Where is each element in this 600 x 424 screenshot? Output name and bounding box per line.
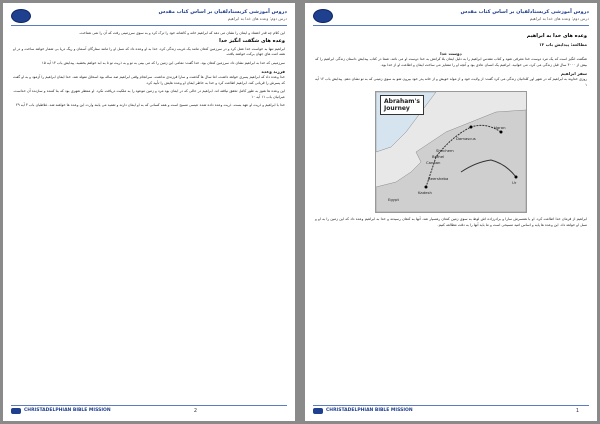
page-number: 2 xyxy=(193,408,197,414)
subheading: دوست خدا xyxy=(440,50,462,56)
page-footer xyxy=(313,405,589,416)
map-label-shechem: Shechem xyxy=(436,148,454,154)
body-paragraph: سرزمینی که خدا به ابراهیم نشان داد سرزمین کنعان بود. خدا گفت: تمامی این زمین را که می بینی به تو و به ذریت تو تا به ابد خواهم بخشید. پیدایش باب ۱۳ آیه ۱۵ xyxy=(41,60,285,65)
header-title: دروس آموزشی کریستادلفیان بر اساس کتاب مقدس xyxy=(460,9,589,15)
map-label-ur: Ur xyxy=(512,180,517,186)
page-header xyxy=(11,9,287,26)
map-title xyxy=(380,95,424,115)
page-left xyxy=(3,3,295,421)
body-paragraph: روزی خداوند به ابراهیم که در شهر اور کلدانیان زندگی می کرد گفت: از ولایت خود و از مولد خویش و از خانه پدر خود بیرون شو به سوی زمینی که به تو نشان دهم. پیدایش باب ۱۲ آیه ۱ xyxy=(315,77,587,87)
body-paragraph: این کلام چه قدر اعتماد و ایمان را نشان می دهد که ابراهیم خانه و کاشانه خود را ترک کرد و به سوی سرزمینی رفت که آن را نمی شناخت. xyxy=(79,31,285,35)
header-title: دروس آموزشی کریستادلفیان بر اساس کتاب مقدس xyxy=(158,9,287,15)
mission-logo-icon xyxy=(313,408,323,414)
map-label-egypt: Egypt xyxy=(388,197,399,203)
mission-logo-icon xyxy=(11,408,21,414)
page-number: 1 xyxy=(575,408,579,414)
body-paragraph: خدا با ابراهیم و ذریت او عهد بست. ذریت وعده داده شده عیسی مسیح است و همه کسانی که به او ایمان دارند و تعمید می یابند وارث این وعده ها خواهند شد. غلاطیان باب ۳ آیه ۲۹ xyxy=(15,103,285,108)
map-label-beersheba: Beersheba xyxy=(428,176,449,182)
section-title: وعده های شگفت انگیز خدا xyxy=(219,38,285,45)
body-paragraph: این وعده ها هنوز به طور کامل تحقق نیافته اند. ابراهیم در حالی که در ایمان بود مرد و زمین موعود را به ملکیت دریافت نکرد. او منتظر شهری بود که بنا کننده و سازنده آن خداست. عبرانیان باب ۱۱ آیه ۱۰ xyxy=(13,89,285,99)
map-label-haran: Haran xyxy=(494,125,506,131)
map-label-damascus: Damascus xyxy=(456,136,476,142)
map-title-line: Abraham's xyxy=(384,98,420,106)
map-label-bethel: Bethel xyxy=(432,154,445,160)
page-right xyxy=(305,3,597,421)
subheading: فرزند وعده xyxy=(261,69,285,75)
journey-map xyxy=(375,91,527,213)
reading-reference: مطالعه: پیدایش باب ۱۲ xyxy=(539,42,587,48)
mission-logo-icon xyxy=(313,9,333,23)
body-paragraph: شگفت انگیز است که یک مرد دوست خدا معرفی شود و کتاب مقدس ابراهیم را به دلیل ایمان بلا کرانش به خدا دوست او می نامد. شما در کتاب پیدایش داستان زندگی ابراهیم را که بیش از ۴۰۰۰ سال قبل زندگی می کرد، می خوانید. ابراهیم یک انسان عادی بود و آنچه او را متمایز می ساخت ایمان و اطاعت او از خدا بود. xyxy=(315,57,587,67)
page-body xyxy=(13,31,285,401)
page-body xyxy=(315,31,587,401)
map-label-kadesh: Kadesh xyxy=(418,190,432,196)
body-paragraph: ابراهیم تنها به خواست خدا عمل کرد و در سرزمین کنعان مانند یک غریب زندگی کرد. خدا به او وعده داد که نسل او را مانند ستارگان آسمان و ریگ دریا بی شمار خواهد ساخت و در او همه امت های جهان برکت خواهند یافت. xyxy=(13,46,285,57)
mission-logo-icon xyxy=(11,9,31,23)
header-subtitle: درس دوم: وعده های خدا به ابراهیم xyxy=(227,16,287,21)
body-paragraph: ابراهیم از فرمان خدا اطاعت کرد. او با همسرش سارا و برادرزاده اش لوط به سوی زمین کنعان رهسپار شد. آنها به کنعان رسیدند و خدا به ابراهیم وعده داد که این زمین را به او و نسل او خواهد داد. این وعده ها پایه و اساس امید مسیحی است و ما باید آنها را به دقت مطالعه کنیم. xyxy=(315,217,587,227)
page-footer xyxy=(11,405,287,416)
header-subtitle: درس دوم: وعده های خدا به ابراهیم xyxy=(529,16,589,21)
footer-mission: CHRISTADELPHIAN BIBLE MISSION xyxy=(24,408,111,413)
page-header xyxy=(313,9,589,26)
map-title-line: Journey xyxy=(384,105,410,113)
footer-mission: CHRISTADELPHIAN BIBLE MISSION xyxy=(326,408,413,413)
body-paragraph: خدا وعده داد که ابراهیم پسری خواهد داشت، اما سال ها گذشت و سارا فرزندی نداشت. سرانجام وقتی ابراهیم صد ساله بود اسحاق متولد شد. خدا ایمان ابراهیم را آزمود و به او گفت که پسرش را قربانی کند. ابراهیم اطاعت کرد و خدا به خاطر ایمان او وعده هایش را تأیید کرد. xyxy=(13,75,285,85)
subheading: سفر ابراهیم xyxy=(560,71,587,77)
section-title: وعده های خدا به ابراهیم xyxy=(526,33,587,39)
map-label-canaan: Canaan xyxy=(426,160,441,166)
